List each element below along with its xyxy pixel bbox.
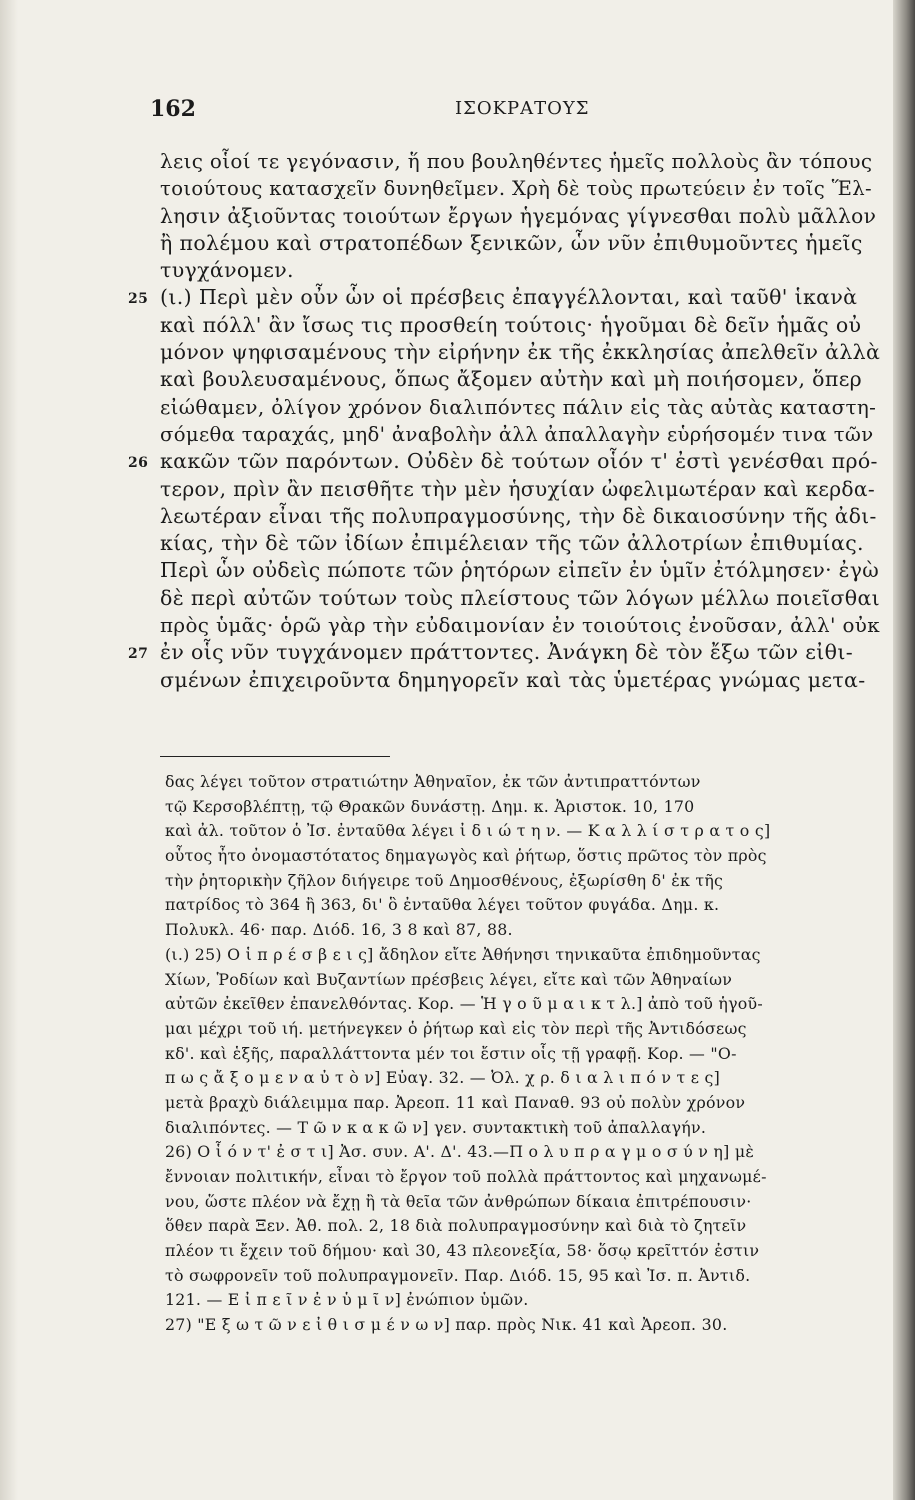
text-line-content: λεωτέραν εἶναι τῆς πολυπραγμοσύνης, τὴν δὲ δικαιοσύνην τῆς ἀδι- [160,503,877,528]
text-line [160,175,880,202]
footnote-line: π ω ς ἄ ξ ο μ ε ν α ὐ τ ὸ ν] Εὐαγ. 32. — Ὀλ. χ ρ. δ ι α λ ι π ό ν τ ε ς] [165,1068,721,1088]
footnote-line: 26) Ο ἷ ό ν τ' ἐ σ τ ι] Ἀσ. συν. Α'. Δ'. 43.—Π ο λ υ π ρ α γ μ ο σ ύ ν η] μὲ [165,1142,755,1162]
footnote-line: κδ'. καὶ ἑξῆς, παραλλάττοντα μέν τοι ἔστιν οἷς τῇ γραφῇ. Κορ. — "Ο- [165,1043,737,1063]
footnotes-block [165,770,880,1338]
footnote-line: τὴν ῥητορικὴν ζῆλον διήγειρε τοῦ Δημοσθένους, ἐξωρίσθη δ' ἐκ τῆς [165,870,724,890]
text-line-content: τερον, πρὶν ἂν πεισθῆτε τὴν μὲν ἡσυχίαν ὠφελιμωτέραν καὶ κερδα- [160,476,876,501]
footnote-line: μαι μέχρι τοῦ ιή. μετήνεγκεν ὁ ῥήτωρ καὶ εἰς τὸν περὶ τῆς Ἀντιδόσεως [165,1018,747,1038]
footnote-line: (ι.) 25) Ο ἱ π ρ έ σ β ε ι ς] ἄδηλον εἴτε Ἀθήνησι τηνικαῦτα ἐπιδημοῦντας [165,944,761,964]
text-line [128,284,880,311]
text-line-content: κακῶν τῶν παρόντων. Οὐδὲν δὲ τούτων οἷόν τ' ἐστὶ γενέσθαι πρό- [160,449,878,474]
footnote-line: πατρίδος τὸ 364 ἢ 363, δι' ὃ ἐνταῦθα λέγει τοῦτον φυγάδα. Δημ. κ. [165,895,720,915]
text-line-content: Περὶ ὧν οὐδεὶς πώποτε τῶν ῥητόρων εἰπεῖν ἐν ὑμῖν ἐτόλμησεν· ἐγὼ [160,558,880,583]
footnote-line: οὗτος ἦτο ὀνομαστότατος δημαγωγὸς καὶ ῥήτωρ, ὅστις πρῶτος τὸν πρὸς [165,846,767,866]
text-line-content: σόμεθα ταραχάς, μηδ' ἀναβολὴν ἀλλ ἀπαλλαγὴν εὑρήσομέν τινα τῶν [160,422,874,446]
text-line-content: λησιν ἀξιοῦντας τοιούτων ἔργων ἡγεμόνας γίγνεσθαι πολὺ μᾶλλον [160,203,877,228]
text-line [160,503,880,530]
text-line [160,530,880,557]
footnote-line: δας λέγει τοῦτον στρατιώτην Ἀθηναῖον, ἐκ τῶν ἀντιπραττόντων [165,772,701,791]
text-line-content: καὶ βουλευσαμένους, ὅπως ἄξομεν αὐτὴν καὶ μὴ ποιήσομεν, ὅπερ [160,367,863,392]
footnote-separator-rule [160,756,390,757]
text-line [160,148,880,175]
footnote-line: αὐτῶν ἐκεῖθεν ἐπανελθόντας. Κορ. — Ἡ γ ο ῦ μ α ι κ τ λ.] ἀπὸ τοῦ ἡγοῦ- [165,994,763,1014]
page-gutter-shadow [0,0,18,1500]
margin-section-number: 26 [128,455,149,472]
footnote-line: τῷ Κερσοβλέπτῃ, τῷ Θρακῶν δυνάστῃ. Δημ. κ. Ἀριστοκ. 10, 170 [165,796,695,816]
text-line-content: δὲ περὶ αὐτῶν τούτων τοὺς πλείστους τῶν λόγων μέλλω ποιεῖσθαι [160,585,881,610]
page-number: 162 [150,96,196,122]
text-line-content: μόνον ψηφισαμένους τὴν εἰρήνην ἐκ τῆς ἐκκλησίας ἀπελθεῖν ἀλλὰ [160,340,881,365]
text-line [128,448,880,475]
text-line [160,421,880,448]
text-line [160,612,880,639]
text-line-content: κίας, τὴν δὲ τῶν ἰδίων ἐπιμέλειαν τῆς τῶν ἀλλοτρίων ἐπιθυμίας. [160,531,864,556]
margin-section-number: 27 [128,646,149,663]
text-line [160,557,880,584]
footnote-line: ὅθεν παρὰ Ξεν. Ἀθ. πολ. 2, 18 διὰ πολυπραγμοσύνην καὶ διὰ τὸ ζητεῖν [165,1216,747,1236]
footnote-line: νου, ὥστε πλέον νὰ ἔχῃ ἢ τὰ θεῖα τῶν ἀνθρώπων δίκαια ἐπιτρέπουσιν· [165,1191,752,1211]
running-head: ΙΣΟΚΡΑΤΟΥΣ [455,98,590,119]
margin-section-number: 25 [128,291,149,308]
text-line-content: τοιούτους κατασχεῖν δυνηθεῖμεν. Χρὴ δὲ τοὺς πρωτεύειν ἐν τοῖς Ἕλ- [160,177,872,201]
text-line-content: ἢ πολέμου καὶ στρατοπέδων ξενικῶν, ὧν νῦν ἐπιθυμοῦντες ἡμεῖς [160,230,863,255]
text-line-content: (ι.) Περὶ μὲν οὖν ὧν οἱ πρέσβεις ἐπαγγέλλονται, καὶ ταῦθ' ἱκανὰ [160,285,858,310]
text-line [160,257,880,284]
text-line-content: τυγχάνομεν. [160,258,294,283]
text-line [160,203,880,230]
footnote-line: πλέον τι ἔχειν τοῦ δήμου· καὶ 30, 43 πλεονεξία, 58· ὅσῳ κρεῖττόν ἐστιν [165,1241,760,1261]
text-line [160,366,880,393]
footnote-line: τὸ σωφρονεῖν τοῦ πολυπραγμονεῖν. Παρ. Διόδ. 15, 95 καὶ Ἰσ. π. Ἀντιδ. [165,1265,751,1285]
footnote-line: καὶ ἀλ. τοῦτον ὁ Ἰσ. ἐνταῦθα λέγει ἰ δ ι ώ τ η ν. — Κ α λ λ ί σ τ ρ α τ ο ς] [165,821,771,841]
text-line-content: ἐν οἷς νῦν τυγχάνομεν πράττοντες. Ἀνάγκη δὲ τὸν ἔξω τῶν εἰθι- [160,640,854,665]
footnote-line: 27) "Ε ξ ω τ ῶ ν ε ἰ θ ι σ μ έ ν ω ν] παρ. πρὸς Νικ. 41 καὶ Ἀρεοπ. 30. [165,1315,728,1335]
footnote-line: 121. — Ε ἰ π ε ῖ ν ἐ ν ὑ μ ῖ ν] ἐνώπιον ὑμῶν. [165,1290,529,1310]
page-header [150,96,865,136]
text-line [160,585,880,612]
main-text-block [128,148,881,694]
footnote-line: διαλιπόντες. — Τ ῶ ν κ α κ ῶ ν] γεν. συντακτικὴ τοῦ ἀπαλλαγήν. [165,1117,707,1137]
text-line-content: πρὸς ὑμᾶς· ὁρῶ γὰρ τὴν εὐδαιμονίαν ἐν τοιούτοις ἐνοῦσαν, ἀλλ' οὐκ [160,614,880,638]
footnote-line: μετὰ βραχὺ διάλειμμα παρ. Ἀρεοπ. 11 καὶ Παναθ. 93 οὐ πολὺν χρόνον [165,1092,746,1112]
footnote-line: Πολυκλ. 46· παρ. Διόδ. 16, 3 8 καὶ 87, 88. [165,920,513,940]
text-line [160,339,880,366]
text-line [160,312,880,339]
text-line [160,230,880,257]
text-line [128,639,880,666]
text-line [160,476,880,503]
text-line [160,667,880,694]
page-edge [893,0,915,1500]
text-line-content: εἰώθαμεν, ὀλίγον χρόνον διαλιπόντες πάλιν εἰς τὰς αὐτὰς καταστη- [160,395,877,419]
text-line-content: σμένων ἐπιχειροῦντα δημηγορεῖν καὶ τὰς ὑμετέρας γνώμας μετα- [160,667,866,692]
text-line-content: καὶ πόλλ' ἂν ἴσως τις προσθείη τούτοις· ἡγοῦμαι δὲ δεῖν ἡμᾶς οὐ [160,312,862,337]
text-line-content: λεις οἷοί τε γεγόνασιν, ἥ που βουληθέντες ἡμεῖς πολλοὺς ἂν τόπους [160,150,873,173]
text-line [160,394,880,421]
footnote-line: Χίων, Ῥοδίων καὶ Βυζαντίων πρέσβεις λέγει, εἴτε καὶ τῶν Ἀθηναίων [165,969,733,989]
footnote-line: ἔννοιαν πολιτικήν, εἶναι τὸ ἔργον τοῦ πολλὰ πράττοντος καὶ μηχανωμέ- [165,1167,767,1186]
